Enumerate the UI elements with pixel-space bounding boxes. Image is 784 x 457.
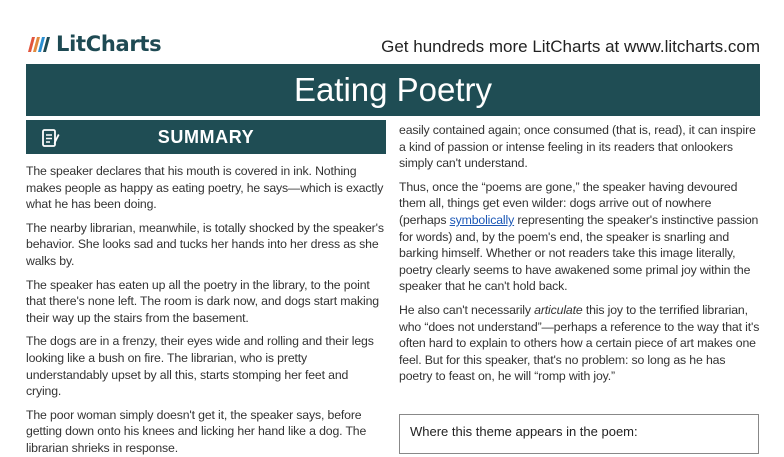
summary-paragraph: The poor woman simply doesn't get it, the speaker says, before getting down onto his knees and licking her hand like a dog. The librarian shrieks in response. (26, 407, 367, 455)
summary-paragraph: The speaker has eaten up all the poetry in the library, to the point that there's none left. The room is dark now, and dogs start making their way up the stairs from the basement. (26, 277, 379, 325)
symbolism-link[interactable]: symbolically (449, 212, 515, 227)
summary-paragraph: The dogs are in a frenzy, their eyes wide and rolling and their legs looking like a bush on fire. The librarian, who is pretty understandably upset by all this, starts stomping her feet and crying. (26, 334, 374, 399)
analysis-paragraph (399, 179, 761, 295)
litcharts-bars-icon (26, 34, 52, 54)
analysis-paragraph (399, 302, 761, 385)
analysis-paragraph: easily contained again; once consumed (that is, read), it can inspire a kind of passion or intense feeling in its readers that onlookers simply can't understand. (399, 123, 756, 171)
theme-appears-box (399, 414, 759, 454)
summary-heading: SUMMARY (157, 126, 255, 147)
tagline[interactable]: Get hundreds more LitCharts at www.litcharts.com (381, 37, 760, 56)
summary-paragraph: The speaker declares that his mouth is covered in ink. Nothing makes people as happy as eating poetry, he says—which is exactly what he has been doing. (26, 164, 384, 212)
analysis-text: this joy to the terrified librarian, who “does not understand”—perhaps a reference to the way that it's often hard to explain to others how a certain piece of art makes one feel. But for this speaker, that's no problem: so long as he has poetry to feast on, he will “romp with joy.” (399, 302, 760, 384)
summary-column (26, 120, 386, 455)
top-bar (26, 30, 762, 62)
emphasis-text: articulate (534, 302, 583, 317)
analysis-text: He also can't necessarily (399, 302, 535, 317)
analysis-text: representing the speaker's instinctive passion for words) and, by the poem's end, the speaker is snarling and barking himself. Whether or not readers take this image literally, poetry clearly seems to have awakened some primal joy within the speaker that he can't hold back. (399, 212, 759, 294)
analysis-text: Thus, once the “poems are gone,” the speaker having devoured them all, things get even wilder: dogs arrive out of nowhere (perhaps (399, 179, 738, 227)
title-banner (26, 64, 760, 116)
page-title: Eating Poetry (293, 71, 493, 108)
summary-paragraph: The nearby librarian, meanwhile, is totally shocked by the speaker's behavior. She looks sad and tucks her hands into her dress as she walks by. (26, 220, 384, 268)
theme-appears-label: Where this theme appears in the poem: (410, 424, 638, 439)
litcharts-logo[interactable] (26, 32, 161, 56)
notepad-pencil-icon (42, 128, 60, 148)
analysis-column (399, 120, 761, 441)
brand-name: LitCharts (56, 32, 162, 56)
summary-header (26, 120, 386, 154)
